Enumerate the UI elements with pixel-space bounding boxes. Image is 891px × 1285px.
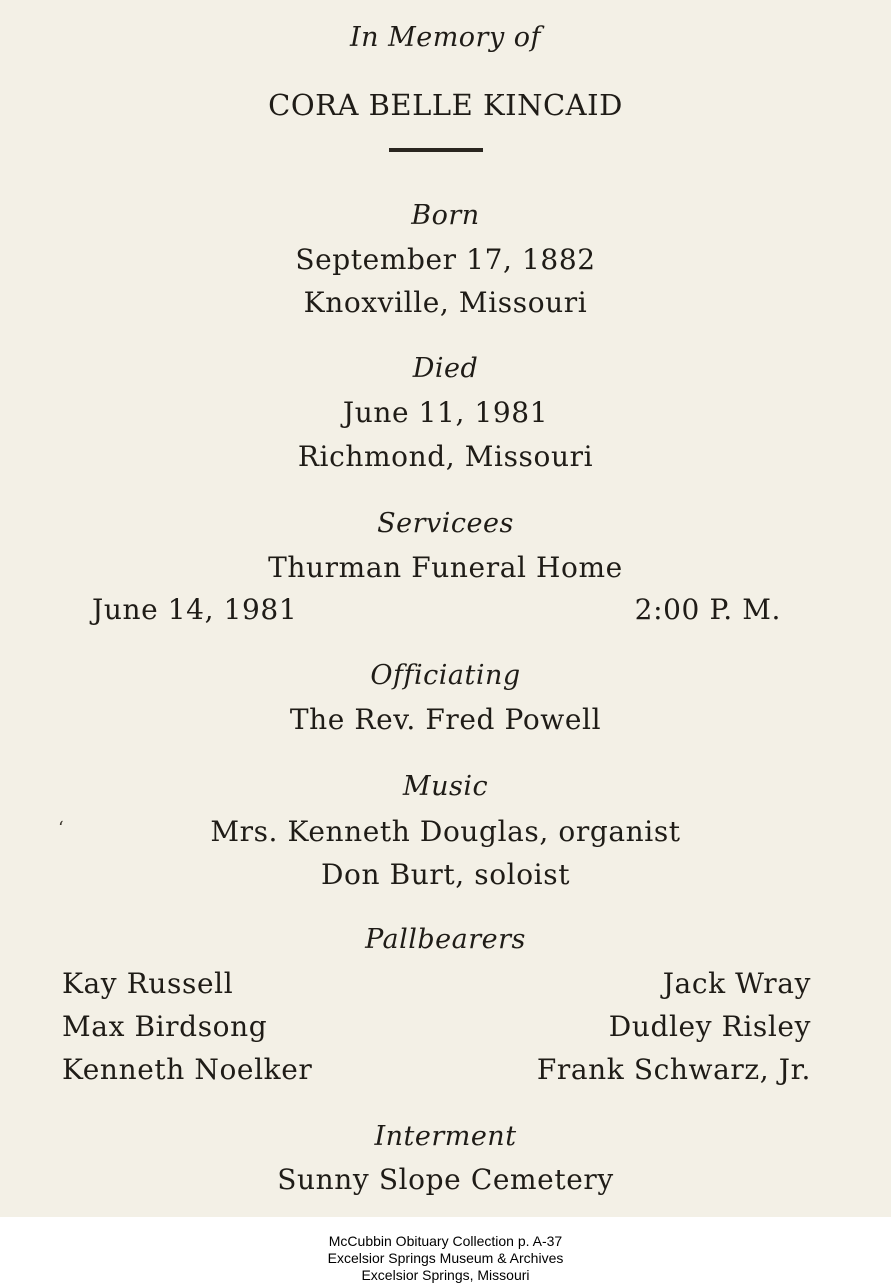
- pallbearer-left-2: Max Birdsong: [62, 1010, 268, 1043]
- born-label: Born: [411, 200, 480, 231]
- died-label: Died: [412, 353, 479, 384]
- services-date: June 14, 1981: [92, 593, 298, 626]
- divider-rule: [389, 148, 483, 152]
- memory-heading: In Memory of: [349, 22, 542, 53]
- pallbearer-right-1: Jack Wray: [662, 967, 811, 1000]
- footer-location: Excelsior Springs, Missouri: [361, 1267, 530, 1283]
- music-soloist: Don Burt, soloist: [320, 858, 571, 891]
- officiant-name: The Rev. Fred Powell: [289, 703, 602, 736]
- pallbearer-right-3: Frank Schwarz, Jr.: [536, 1053, 811, 1086]
- born-date: September 17, 1882: [295, 243, 596, 276]
- pallbearer-left-3: Kenneth Noelker: [62, 1053, 313, 1086]
- services-label: Servicees: [377, 508, 514, 539]
- interment-place: Sunny Slope Cemetery: [277, 1163, 614, 1196]
- born-place: Knoxville, Missouri: [303, 286, 588, 319]
- music-organist: Mrs. Kenneth Douglas, organist: [210, 815, 681, 848]
- margin-mark: ‘: [58, 818, 64, 839]
- music-label: Music: [402, 771, 489, 802]
- services-time: 2:00 P. M.: [634, 593, 781, 626]
- pallbearers-label: Pallbearers: [365, 924, 526, 955]
- services-venue: Thurman Funeral Home: [268, 551, 623, 584]
- footer-museum: Excelsior Springs Museum & Archives: [327, 1250, 564, 1266]
- officiating-label: Officiating: [370, 660, 521, 691]
- died-place: Richmond, Missouri: [297, 440, 594, 473]
- pallbearer-left-1: Kay Russell: [62, 967, 234, 1000]
- pallbearer-right-2: Dudley Risley: [608, 1010, 811, 1043]
- died-date: June 11, 1981: [342, 396, 549, 429]
- deceased-name: CORA BELLE KINCAID: [268, 88, 623, 122]
- interment-label: Interment: [374, 1121, 517, 1152]
- footer-collection: McCubbin Obituary Collection p. A-37: [328, 1233, 563, 1249]
